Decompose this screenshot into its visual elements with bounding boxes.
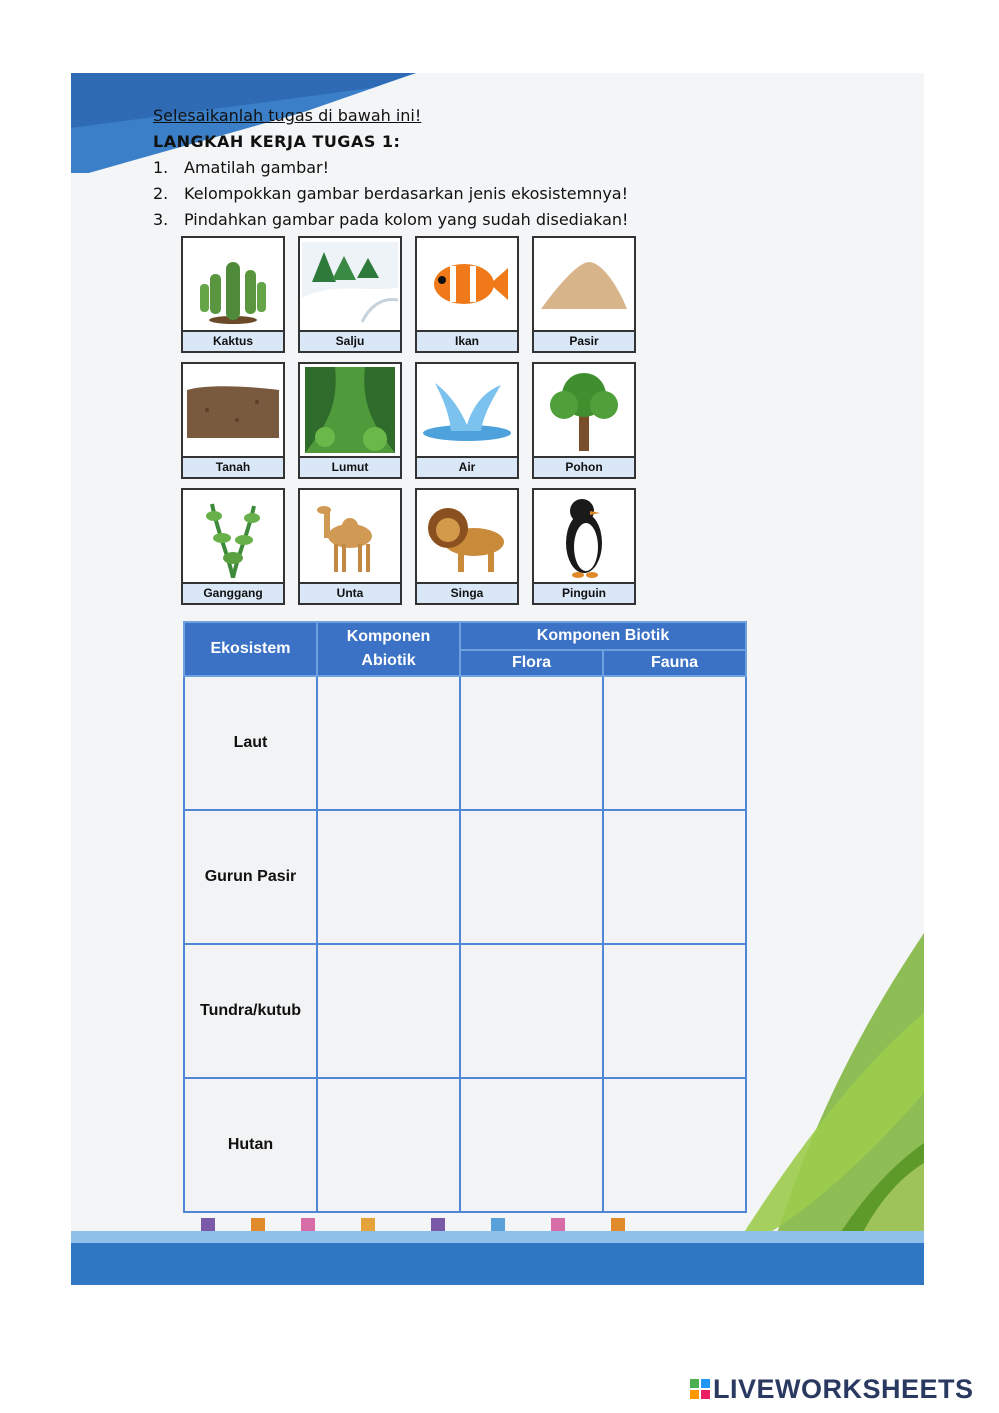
drop-cell-abiotik[interactable] (317, 810, 460, 944)
water-icon (421, 375, 513, 445)
drop-cell-flora[interactable] (460, 1078, 603, 1212)
table-row (184, 676, 746, 810)
row-label: Gurun Pasir (184, 810, 317, 944)
table-row (184, 1078, 746, 1212)
card-pohon[interactable] (532, 362, 636, 479)
table-row (184, 810, 746, 944)
card-label: Ikan (417, 330, 517, 351)
worksheet-page (71, 73, 924, 1285)
card-salju[interactable] (298, 236, 402, 353)
instructions-block (153, 103, 713, 233)
card-pinguin[interactable] (532, 488, 636, 605)
ecosystem-table (183, 621, 747, 1213)
step-number: 1. (153, 158, 169, 177)
card-label: Tanah (183, 456, 283, 477)
steps-list (153, 155, 713, 233)
card-unta[interactable] (298, 488, 402, 605)
card-label: Salju (300, 330, 400, 351)
row-label: Tundra/kutub (184, 944, 317, 1078)
card-pasir[interactable] (532, 236, 636, 353)
card-lumut[interactable] (298, 362, 402, 479)
logo-text: LIVEWORKSHEETS (713, 1373, 974, 1404)
card-kaktus[interactable] (181, 236, 285, 353)
card-ikan[interactable] (415, 236, 519, 353)
step-item (153, 207, 713, 233)
step-text: Amatilah gambar! (184, 158, 330, 177)
step-text: Pindahkan gambar pada kolom yang sudah disediakan! (184, 210, 629, 229)
liveworksheets-logo[interactable] (690, 1374, 974, 1404)
header-fauna: Fauna (603, 650, 746, 676)
drop-cell-fauna[interactable] (603, 944, 746, 1078)
fish-icon (424, 254, 510, 314)
card-label: Singa (417, 582, 517, 603)
drop-cell-abiotik[interactable] (317, 1078, 460, 1212)
step-number: 2. (153, 184, 169, 203)
step-number: 3. (153, 210, 169, 229)
card-label: Kaktus (183, 330, 283, 351)
card-label: Pasir (534, 330, 634, 351)
logo-mark-icon (690, 1379, 710, 1399)
lion-icon (422, 496, 512, 576)
card-singa[interactable] (415, 488, 519, 605)
drop-cell-flora[interactable] (460, 810, 603, 944)
cactus-icon (198, 244, 268, 324)
drop-cell-fauna[interactable] (603, 1078, 746, 1212)
soil-icon (187, 380, 279, 440)
card-label: Ganggang (183, 582, 283, 603)
instructions-subtitle: LANGKAH KERJA TUGAS 1: (153, 132, 401, 151)
card-label: Unta (300, 582, 400, 603)
drop-cell-fauna[interactable] (603, 810, 746, 944)
row-label: Hutan (184, 1078, 317, 1212)
drop-cell-flora[interactable] (460, 944, 603, 1078)
header-flora: Flora (460, 650, 603, 676)
camel-icon (310, 496, 390, 576)
card-air[interactable] (415, 362, 519, 479)
instructions-title: Selesaikanlah tugas di bawah ini! (153, 106, 422, 125)
header-abiotik: Komponen Abiotik (317, 622, 460, 676)
row-label: Laut (184, 676, 317, 810)
tree-icon (544, 367, 624, 453)
drop-cell-flora[interactable] (460, 676, 603, 810)
step-item (153, 155, 713, 181)
card-label: Air (417, 456, 517, 477)
bottom-decorative-band (71, 1223, 924, 1285)
card-label: Pinguin (534, 582, 634, 603)
table-row (184, 944, 746, 1078)
drop-cell-abiotik[interactable] (317, 676, 460, 810)
drop-cell-abiotik[interactable] (317, 944, 460, 1078)
snow-icon (302, 242, 398, 326)
algae-icon (198, 494, 268, 578)
step-item (153, 181, 713, 207)
moss-icon (305, 367, 395, 453)
card-tanah[interactable] (181, 362, 285, 479)
header-ekosistem: Ekosistem (184, 622, 317, 676)
step-text: Kelompokkan gambar berdasarkan jenis ekosistemnya! (184, 184, 629, 203)
sand-icon (539, 254, 629, 314)
header-biotik: Komponen Biotik (460, 622, 746, 650)
penguin-icon (554, 493, 614, 579)
card-label: Lumut (300, 456, 400, 477)
card-label: Pohon (534, 456, 634, 477)
card-ganggang[interactable] (181, 488, 285, 605)
drop-cell-fauna[interactable] (603, 676, 746, 810)
